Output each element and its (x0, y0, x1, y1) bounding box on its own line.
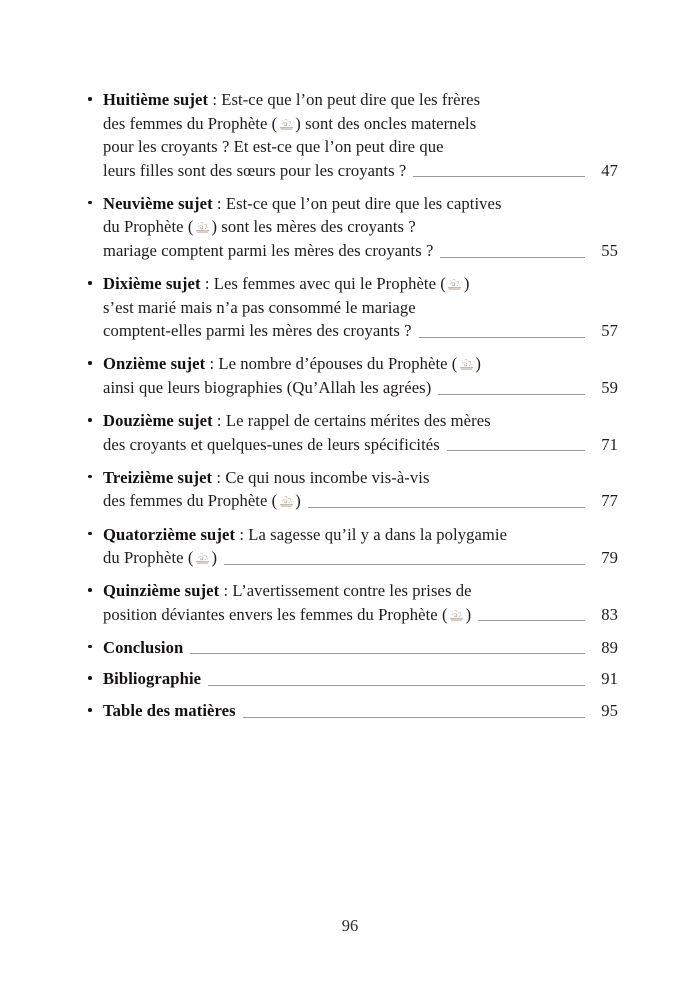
bullet-icon (88, 532, 92, 536)
toc-entry-title: Conclusion (103, 637, 184, 657)
toc-page-number[interactable]: 89 (601, 637, 618, 657)
toc-entry-line-text: Est-ce que l’on peut dire que les captives (225, 193, 502, 213)
toc-entry-treizieme-sujet[interactable] (86, 466, 618, 513)
toc-entry-text (103, 409, 618, 456)
toc-entry-line-text-pre: des femmes du Prophète ( (103, 491, 278, 511)
toc-entry-line-text: mariage comptent parmi les mères des croyants ? (103, 241, 434, 261)
toc-entry-huitieme-sujet[interactable] (86, 88, 618, 182)
toc-entry-dixieme-sujet[interactable] (86, 272, 618, 343)
toc-entry-bibliographie[interactable] (86, 667, 618, 691)
bullet-icon (88, 676, 92, 680)
toc-entry-line (103, 523, 618, 547)
toc-entry-last-line (103, 489, 618, 513)
page-folio-number: 96 (341, 916, 359, 935)
leader-rule (478, 620, 585, 621)
toc-entry-text (103, 636, 618, 660)
table-of-contents-list (86, 88, 618, 731)
toc-entry-line (103, 296, 618, 320)
leader-rule (438, 394, 585, 395)
toc-entry-text (103, 667, 618, 691)
toc-entry-last-line (103, 433, 618, 457)
bullet-icon (88, 281, 92, 285)
salla-allahu-alayhi-wa-sallam-icon (278, 494, 295, 508)
toc-entry-line-text (103, 546, 217, 570)
toc-entry-line-text: Les femmes avec qui le Prophète ( (213, 274, 446, 294)
leader-rule (224, 564, 585, 565)
toc-entry-title: Treizième sujet (103, 467, 213, 487)
leader-rule (440, 257, 585, 258)
toc-entry-quatorzieme-sujet[interactable] (86, 523, 618, 570)
toc-entry-quinzieme-sujet[interactable] (86, 579, 618, 626)
toc-page-number[interactable]: 83 (601, 604, 618, 624)
toc-entry-last-line (103, 159, 618, 183)
toc-entry-line-text: Ce qui nous incombe vis-à-vis (225, 467, 430, 487)
toc-page-number[interactable]: 77 (601, 491, 618, 511)
toc-entry-title: Quinzième sujet (103, 581, 220, 601)
toc-page-number[interactable]: 59 (601, 378, 618, 398)
toc-entry-line-text-pre: position déviantes envers les femmes du Prophète ( (103, 604, 448, 624)
toc-entry-line-text: ) sont des oncles maternels (295, 113, 477, 133)
toc-entry-line-text: pour les croyants ? Et est-ce que l’on peut dire que (103, 137, 444, 157)
toc-entry-separator: : (205, 354, 219, 374)
toc-entry-text (103, 699, 618, 723)
leader-rule (190, 653, 585, 654)
toc-entry-separator: : (235, 524, 249, 544)
toc-entry-last-line (103, 376, 618, 400)
toc-page-number[interactable]: 79 (601, 548, 618, 568)
toc-entry-title: Dixième sujet (103, 274, 201, 294)
toc-entry-line-text: ) (463, 274, 470, 294)
toc-entry-text (103, 466, 618, 513)
toc-entry-line (103, 579, 618, 603)
toc-entry-title: Huitième sujet (103, 90, 209, 109)
toc-entry-onzieme-sujet[interactable] (86, 352, 618, 399)
toc-entry-separator: : (212, 193, 226, 213)
toc-page-number[interactable]: 55 (601, 241, 618, 261)
toc-entry-text (103, 272, 618, 343)
toc-entry-line-text-post: ) (295, 491, 301, 511)
leader-rule (208, 685, 585, 686)
bullet-icon (88, 475, 92, 479)
toc-entry-last-line (103, 319, 618, 343)
leader-rule (308, 507, 585, 508)
toc-entry-separator: : (212, 411, 226, 431)
toc-entry-line (103, 466, 618, 490)
salla-allahu-alayhi-wa-sallam-icon (448, 608, 465, 622)
toc-page-number[interactable]: 91 (601, 669, 618, 689)
salla-allahu-alayhi-wa-sallam-icon (446, 277, 463, 291)
toc-entry-line (103, 352, 618, 376)
toc-entry-line-text-post: ) (465, 604, 472, 624)
toc-entry-text (103, 352, 618, 399)
toc-entry-title: Douzième sujet (103, 411, 213, 431)
leader-rule (413, 176, 585, 177)
toc-entry-line-text: des croyants et quelques-unes de leurs spécificités (103, 434, 440, 454)
toc-entry-separator: : (219, 581, 233, 601)
toc-entry-line-text: Le nombre d’épouses du Prophète ( (218, 354, 458, 374)
bullet-icon (88, 361, 92, 365)
toc-entry-title: Bibliographie (103, 669, 202, 689)
leader-rule (447, 450, 585, 451)
toc-entry-conclusion[interactable] (86, 636, 618, 660)
toc-entry-neuvieme-sujet[interactable] (86, 192, 618, 263)
salla-allahu-alayhi-wa-sallam-icon (458, 357, 475, 371)
bullet-icon (88, 201, 92, 205)
toc-entry-line-text: Le rappel de certains mérites des mères (225, 411, 491, 431)
toc-entry-line-text-pre: du Prophète ( (103, 548, 194, 568)
toc-entry-line-text: Est-ce que l’on peut dire que les frères (221, 90, 481, 109)
toc-entry-line-text: ainsi que leurs biographies (Qu’Allah les agrées) (103, 378, 432, 398)
toc-entry-line-text: du Prophète ( (103, 217, 194, 237)
toc-entry-last-line (103, 239, 618, 263)
salla-allahu-alayhi-wa-sallam-icon (278, 117, 295, 131)
toc-entry-title: Quatorzième sujet (103, 524, 236, 544)
toc-entry-line (103, 135, 618, 159)
toc-entry-separator: : (208, 90, 222, 109)
toc-entry-last-line (103, 699, 618, 723)
toc-entry-line (103, 192, 618, 216)
leader-rule (243, 717, 585, 718)
toc-entry-last-line (103, 603, 618, 627)
toc-entry-title: Onzième sujet (103, 354, 206, 374)
toc-entry-line-text: s’est marié mais n’a pas consommé le mariage (103, 297, 416, 317)
bullet-icon (88, 588, 92, 592)
toc-entry-separator: : (200, 274, 214, 294)
salla-allahu-alayhi-wa-sallam-icon (194, 220, 211, 234)
toc-page-number[interactable]: 95 (601, 701, 618, 721)
toc-entry-text (103, 579, 618, 626)
toc-entry-line-text (103, 489, 301, 513)
toc-entry-line-text: La sagesse qu’il y a dans la polygamie (248, 524, 508, 544)
toc-entry-title: Table des matières (103, 701, 236, 721)
salla-allahu-alayhi-wa-sallam-icon (194, 551, 211, 565)
toc-entry-last-line (103, 636, 618, 660)
toc-entry-line (103, 215, 618, 239)
toc-entry-line (103, 272, 618, 296)
toc-entry-text (103, 523, 618, 570)
toc-entry-last-line (103, 546, 618, 570)
toc-entry-line-text (103, 603, 471, 627)
bullet-icon (88, 97, 92, 101)
toc-entry-line (103, 112, 618, 136)
bullet-icon (88, 645, 92, 649)
toc-entry-line (103, 409, 618, 433)
toc-entry-line-text: ) (475, 354, 482, 374)
toc-entry-line-text: leurs filles sont des sœurs pour les croyants ? (103, 160, 407, 180)
toc-entry-douzieme-sujet[interactable] (86, 409, 618, 456)
toc-entry-separator: : (212, 467, 226, 487)
bullet-icon (88, 418, 92, 422)
toc-entry-line-text: des femmes du Prophète ( (103, 113, 278, 133)
toc-entry-line-text: comptent-elles parmi les mères des croyants ? (103, 321, 412, 341)
toc-entry-line-text: L’avertissement contre les prises de (232, 581, 472, 601)
toc-page-number[interactable]: 47 (601, 160, 618, 180)
toc-entry-title: Neuvième sujet (103, 193, 213, 213)
toc-page-number[interactable]: 57 (601, 321, 618, 341)
toc-entry-line-text-post: ) (211, 548, 218, 568)
bullet-icon (88, 708, 92, 712)
toc-page-number[interactable]: 71 (601, 434, 618, 454)
toc-entry-text (103, 88, 618, 182)
toc-entry-last-line (103, 667, 618, 691)
toc-entry-table-des-matieres[interactable] (86, 699, 618, 723)
leader-rule (419, 337, 585, 338)
toc-entry-line (103, 88, 618, 112)
toc-entry-line-text: ) sont les mères des croyants ? (211, 217, 416, 237)
toc-entry-text (103, 192, 618, 263)
